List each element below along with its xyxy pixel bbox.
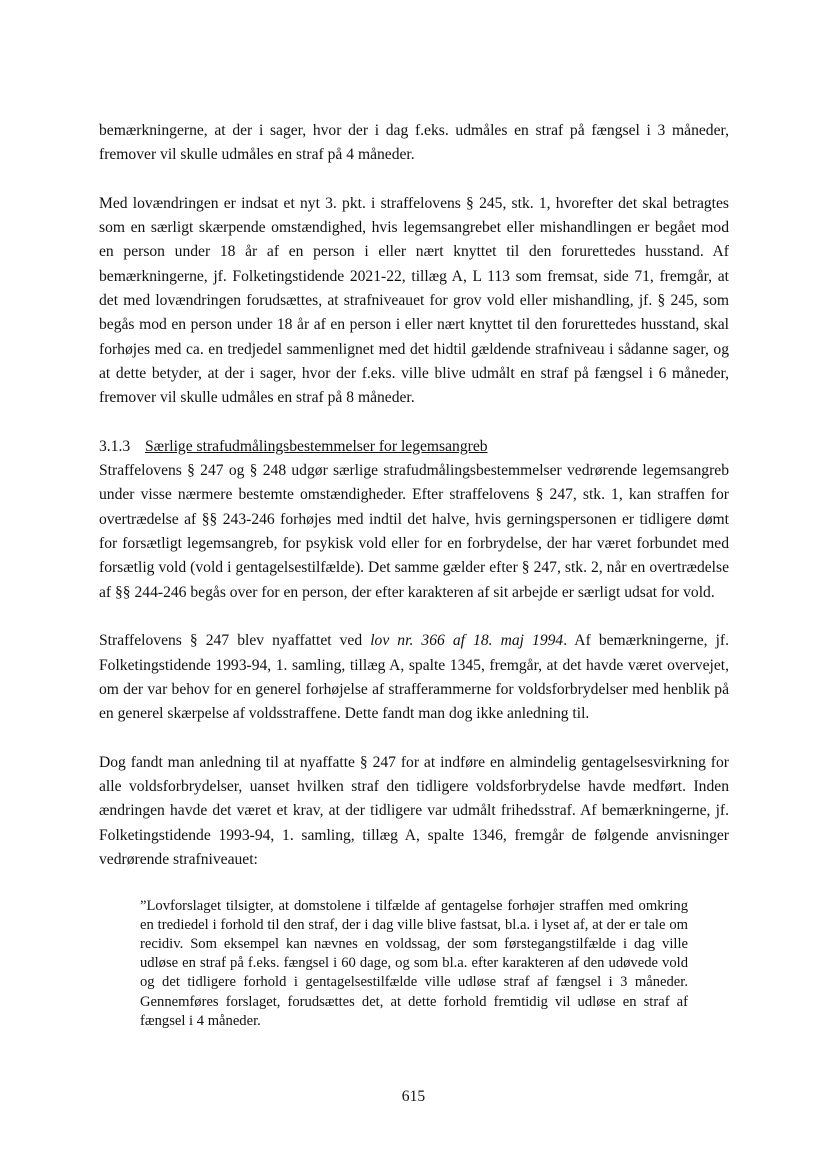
paragraph-3: Straffelovens § 247 og § 248 udgør særlige strafudmålingsbestemmelser vedrørende legemsangreb under visse nærmere bestemte omstændigheder. Efter straffelovens § 247, stk. 1, kan straffen for overtrædelse af §§ 243-246 forhøjes med indtil det halve, hvis gerningspersonen er tidligere dømt for forsætligt legemsangreb, for psykisk vold eller for en forbrydelse, der har været forbundet med forsætlig vold (vold i gentagelsestilfælde). Det samme gælder efter § 247, stk. 2, når en overtrædelse af §§ 244-246 begås over for en person, der efter karakteren af sit arbejde er særligt udsat for vold. bbox=[99, 462, 729, 601]
section-heading bbox=[99, 435, 729, 459]
section-title: Særlige strafudmålingsbestemmelser for legemsangreb bbox=[145, 437, 488, 455]
paragraph-2: Med lovændringen er indsat et nyt 3. pkt. i straffelovens § 245, stk. 1, hvorefter det skal betragtes som en særligt skærpende omstændighed, hvis legemsangrebet eller mishandlingen er begået mod en person under 18 år af en person i eller nært knyttet til den forurettedes husstand. Af bemærkningerne, jf. Folketingstidende 2021-22, tillæg A, L 113 som fremsat, side 71, fremgår, at det med lovændringen forudsættes, at strafniveauet for grov vold eller mishandling, jf. § 245, som begås mod en person under 18 år af en person i eller nært knyttet til den forurettedes husstand, skal forhøjes med ca. en tredjedel sammenlignet med det hidtil gældende strafniveau i sådanne sager, og at dette betyder, at der i sager, hvor der f.eks. ville blive udmålt en straf på fængsel i 6 måneder, fremover vil skulle udmåles en straf på 8 måneder. bbox=[99, 194, 729, 407]
paragraph-1: bemærkningerne, at der i sager, hvor der i dag f.eks. udmåles en straf på fængsel i 3 måneder, fremover vil skulle udmåles en straf på 4 måneder. bbox=[99, 122, 729, 164]
page-body bbox=[99, 119, 729, 1031]
paragraph-4 bbox=[99, 629, 729, 726]
section-number: 3.1.3 bbox=[99, 437, 131, 455]
block-quote: ”Lovforslaget tilsigter, at domstolene i tilfælde af gentagelse forhøjer straffen med omkring en trediedel i forhold til den straf, der i dag ville blive fastsat, bl.a. i lyset af, at der er tale om recidiv. Som eksempel kan nævnes en voldssag, der som førstegangstilfælde i dag ville udløse en straf på f.eks. fængsel i 60 dage, og som bl.a. efter karakteren af den udøvede vold og det tidligere forhold i gentagelsestilfælde ville udløse straf af fængsel i 3 måneder. Gennemføres forslaget, forudsættes det, at dette forhold fremtidig vil udløse en straf af fængsel i 4 måneder. bbox=[140, 897, 688, 1029]
paragraph-4-text-end: . Af bemærkningerne, jf. Folketingstidende 1993-94, 1. samling, tillæg A, spalte 1345, fremgår, at det havde været overvejet, om der var behov for en generel forhøjelse af strafferammerne for voldsforbrydelser med henblik på en generel skærpelse af voldsstraffene. Dette fandt man dog ikke anledning til. bbox=[99, 632, 729, 723]
paragraph-5: Dog fandt man anledning til at nyaffatte § 247 for at indføre en almindelig gentagelsesvirkning for alle voldsforbrydelser, uanset hvilken straf den tidligere voldsforbrydelse havde medført. Inden ændringen havde det været et krav, at der tidligere var udmålt frihedsstraf. Af bemærkningerne, jf. Folketingstidende 1993-94, 1. samling, tillæg A, spalte 1346, fremgår de følgende anvisninger vedrørende strafniveauet: bbox=[99, 753, 729, 868]
paragraph-4-text-start: Straffelovens § 247 blev nyaffattet ved bbox=[99, 632, 371, 650]
law-reference-italic: lov nr. 366 af 18. maj 1994 bbox=[370, 632, 564, 650]
page-number: 615 bbox=[401, 1088, 426, 1105]
